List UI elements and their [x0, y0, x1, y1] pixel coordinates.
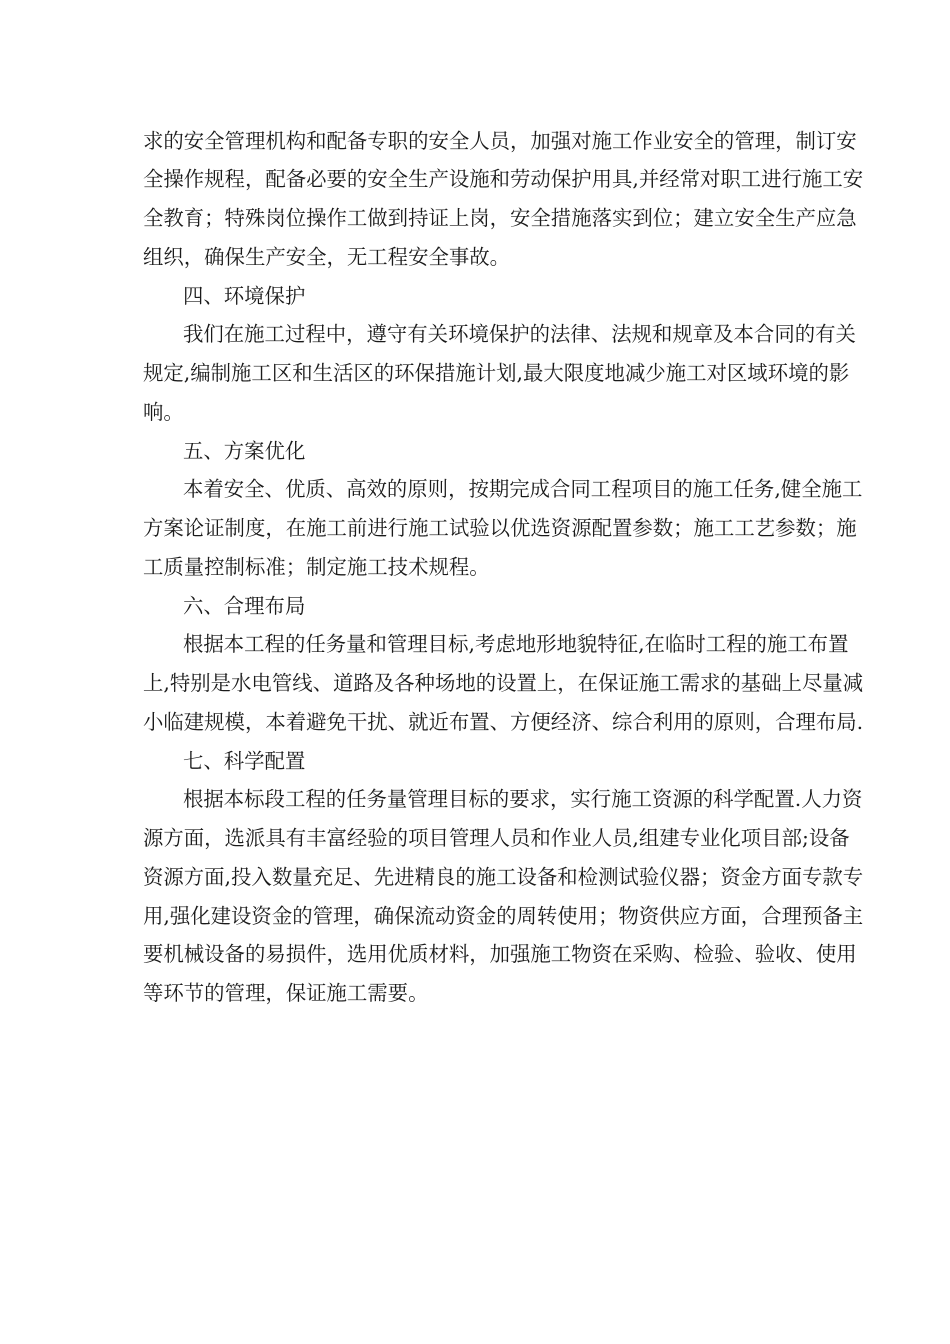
paragraph-line: 小临建规模，本着避免干扰、就近布置、方便经济、综合利用的原则，合理布局.: [143, 710, 864, 734]
paragraph-line: 我们在施工过程中，遵守有关环境保护的法律、法规和规章及本合同的有关: [183, 322, 856, 346]
paragraph-line: 全教育；特殊岗位操作工做到持证上岗，安全措施落实到位；建立安全生产应急: [143, 206, 857, 230]
section-heading: 五、方案优化: [183, 439, 306, 463]
paragraph-line: 本着安全、优质、高效的原则，按期完成合同工程项目的施工任务,健全施工: [183, 477, 863, 501]
paragraph-line: 响。: [143, 400, 184, 424]
section-heading: 六、合理布局: [183, 594, 306, 618]
paragraph-line: 资源方面,投入数量充足、先进精良的施工设备和检测试验仪器；资金方面专款专: [143, 865, 864, 889]
paragraph-line: 工质量控制标准；制定施工技术规程。: [143, 555, 490, 579]
section-heading: 四、环境保护: [183, 284, 306, 308]
paragraph-line: 等环节的管理，保证施工需要。: [143, 981, 429, 1005]
paragraph-line: 方案论证制度，在施工前进行施工试验以优选资源配置参数；施工工艺参数；施: [143, 516, 857, 540]
section-heading: 七、科学配置: [183, 749, 306, 773]
paragraph-line: 规定,编制施工区和生活区的环保措施计划,最大限度地减少施工对区域环境的影: [143, 361, 850, 385]
paragraph-line: 全操作规程，配备必要的安全生产设施和劳动保护用具,并经常对职工进行施工安: [143, 167, 864, 191]
paragraph-line: 上,特别是水电管线、道路及各种场地的设置上，在保证施工需求的基础上尽量减: [143, 671, 864, 695]
paragraph-line: 用,强化建设资金的管理，确保流动资金的周转使用；物资供应方面，合理预备主: [143, 904, 864, 928]
paragraph-line: 组织，确保生产安全，无工程安全事故。: [143, 245, 511, 269]
paragraph-line: 要机械设备的易损件，选用优质材料，加强施工物资在采购、检验、验收、使用: [143, 942, 857, 966]
paragraph-line: 根据本标段工程的任务量管理目标的要求，实行施工资源的科学配置.人力资: [183, 787, 863, 811]
paragraph-line: 源方面，选派具有丰富经验的项目管理人员和作业人员,组建专业化项目部;设备: [143, 826, 850, 850]
paragraph-line: 根据本工程的任务量和管理目标,考虑地形地貌特征,在临时工程的施工布置: [183, 632, 849, 656]
paragraph-line: 求的安全管理机构和配备专职的安全人员，加强对施工作业安全的管理，制订安: [143, 129, 857, 153]
